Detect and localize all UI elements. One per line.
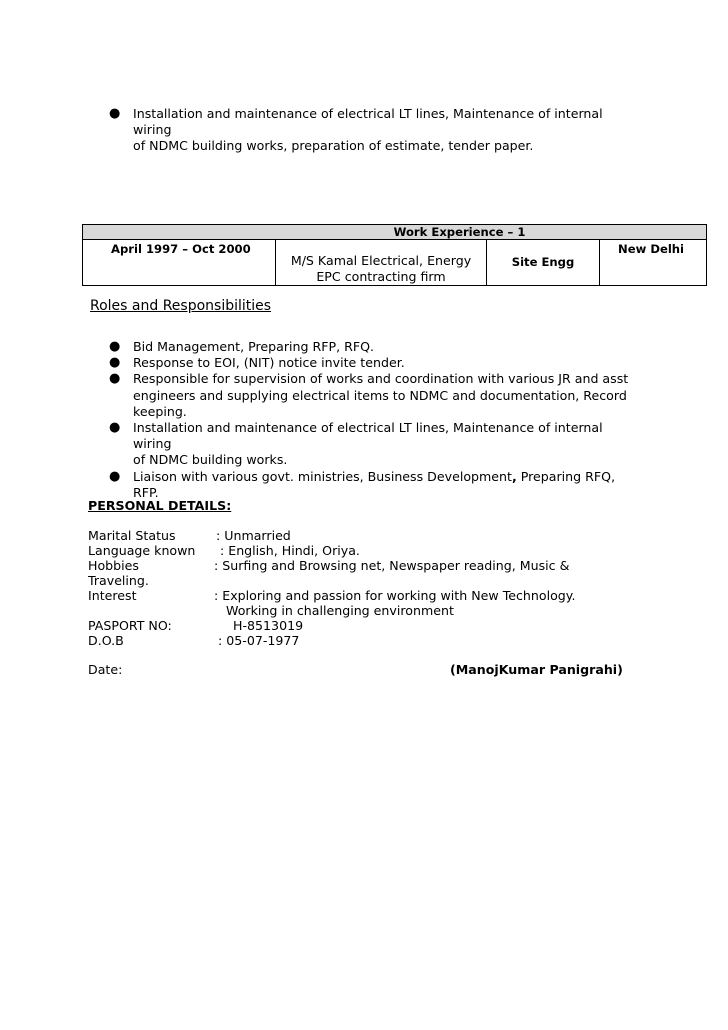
role-text: Liaison with various govt. ministries, Business Development, Preparing RFQ, RFP. <box>133 468 616 500</box>
experience-location-cell <box>600 240 707 286</box>
role-text: of NDMC building works. <box>133 452 288 468</box>
role-text: engineers and supplying electrical items to NDMC and documentation, Record <box>133 387 627 403</box>
work-experience-table <box>82 224 707 286</box>
bullet-text-line: Installation and maintenance of electrical LT lines, Maintenance of internal wiring <box>133 106 603 138</box>
list-item <box>0 339 643 355</box>
work-experience-title: Work Experience – 1 <box>83 225 707 240</box>
dob-row: D.O.B : 05-07-1977 <box>88 633 300 648</box>
bullet-icon: ● <box>109 339 121 354</box>
role-text: Installation and maintenance of electrical LT lines, Maintenance of internal wiring <box>133 420 603 452</box>
bullet-icon: ● <box>109 106 121 121</box>
experience-location: New Delhi <box>618 242 685 256</box>
list-item <box>0 371 643 420</box>
list-item <box>0 106 643 155</box>
roles-heading: Roles and Responsibilities <box>90 298 272 314</box>
company-type: EPC contracting firm <box>316 269 446 284</box>
hobbies-row: Hobbies : Surfing and Browsing net, Newspaper reading, Music & <box>88 558 570 573</box>
marital-status-row: Marital Status : Unmarried <box>88 528 291 543</box>
interest-continuation: Working in challenging environment <box>226 603 454 618</box>
experience-company-cell <box>276 240 487 286</box>
company-name: M/S Kamal Electrical, Energy <box>290 253 472 268</box>
hobbies-continuation: Traveling. <box>88 573 149 588</box>
bullet-icon: ● <box>109 371 121 387</box>
signature-name: (ManojKumar Panigrahi) <box>450 662 623 677</box>
list-item <box>0 469 643 501</box>
top-bullet-list <box>0 106 728 155</box>
role-text: keeping. <box>133 403 187 419</box>
experience-period-cell <box>83 240 276 286</box>
interest-row: Interest : Exploring and passion for working with New Technology. <box>88 588 576 603</box>
passport-row: PASPORT NO: H-8513019 <box>88 618 304 633</box>
language-row: Language known : English, Hindi, Oriya. <box>88 543 360 558</box>
role-text: Response to EOI, (NIT) notice invite tender. <box>133 355 405 371</box>
bullet-text-line: of NDMC building works, preparation of estimate, tender paper. <box>133 138 534 154</box>
role-text: Responsible for supervision of works and coordination with various JR and asst <box>133 371 629 387</box>
experience-period: April 1997 – Oct 2000 <box>111 242 251 256</box>
date-label: Date: <box>88 662 123 677</box>
role-text: Bid Management, Preparing RFP, RFQ. <box>133 339 374 354</box>
bullet-icon: ● <box>109 468 121 484</box>
list-item <box>0 420 643 469</box>
roles-list <box>0 339 728 501</box>
list-item <box>0 355 643 371</box>
bullet-icon: ● <box>109 420 121 436</box>
personal-details-heading: PERSONAL DETAILS: <box>88 498 232 513</box>
experience-role-cell <box>487 240 600 286</box>
experience-role: Site Engg <box>511 255 575 269</box>
bullet-icon: ● <box>109 355 121 371</box>
